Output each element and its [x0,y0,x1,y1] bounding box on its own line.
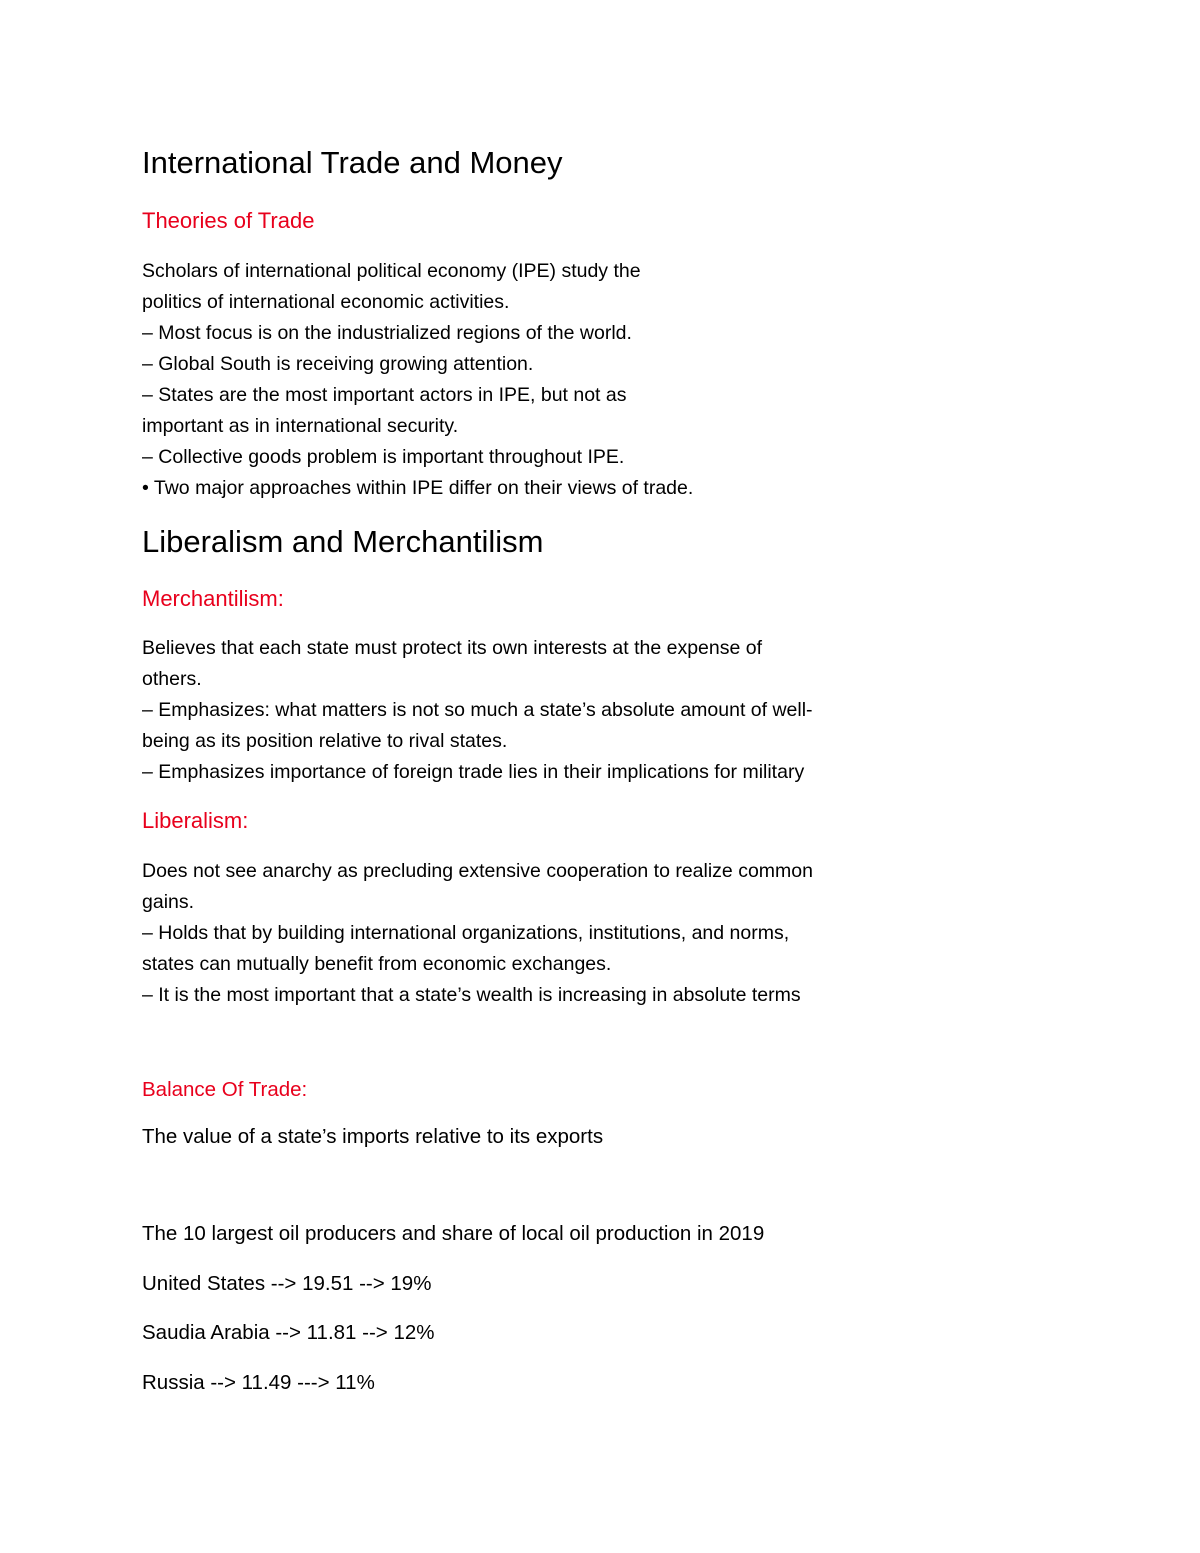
paragraph-line: Does not see anarchy as precluding extensive cooperation to realize common [142,860,813,882]
paragraph-line: – Holds that by building international organizations, institutions, and norms, [142,922,790,944]
document-title: International Trade and Money [142,145,563,180]
paragraph-line: states can mutually benefit from economic exchanges. [142,953,612,975]
theories-paragraph [142,256,693,504]
balance-heading: Balance Of Trade: [142,1078,308,1101]
paragraph-line: others. [142,668,202,690]
paragraph-line: – Emphasizes importance of foreign trade lies in their implications for military [142,761,805,783]
balance-definition: The value of a state’s imports relative to its exports [142,1125,604,1148]
paragraph-line: – Emphasizes: what matters is not so much a state’s absolute amount of well- [142,699,813,721]
paragraph-line: – Most focus is on the industrialized regions of the world. [142,322,632,344]
paragraph-line: – States are the most important actors in IPE, but not as [142,384,627,406]
liberalism-paragraph [142,856,813,1011]
paragraph-line: being as its position relative to rival states. [142,730,508,752]
section-title: Liberalism and Merchantilism [142,524,544,559]
merchantilism-paragraph [142,633,813,788]
paragraph-line: politics of international economic activities. [142,291,510,313]
paragraph-line: – Global South is receiving growing attention. [142,353,534,375]
paragraph-line: • Two major approaches within IPE differ on their views of trade. [142,477,694,499]
liberalism-heading: Liberalism: [142,808,249,833]
theories-heading: Theories of Trade [142,208,315,233]
paragraph-line: – Collective goods problem is important throughout IPE. [142,446,625,468]
paragraph-line: Scholars of international political economy (IPE) study the [142,260,641,282]
oil-item: Russia --> 11.49 ---> 11% [142,1371,375,1394]
oil-item: Saudia Arabia --> 11.81 --> 12% [142,1321,435,1344]
oil-item: United States --> 19.51 --> 19% [142,1272,432,1295]
paragraph-line: gains. [142,891,195,913]
merchantilism-heading: Merchantilism: [142,586,284,611]
paragraph-line: – It is the most important that a state’s wealth is increasing in absolute terms [142,984,801,1006]
paragraph-line: important as in international security. [142,415,459,437]
paragraph-line: Believes that each state must protect its own interests at the expense of [142,637,763,659]
oil-intro: The 10 largest oil producers and share of local oil production in 2019 [142,1222,765,1245]
